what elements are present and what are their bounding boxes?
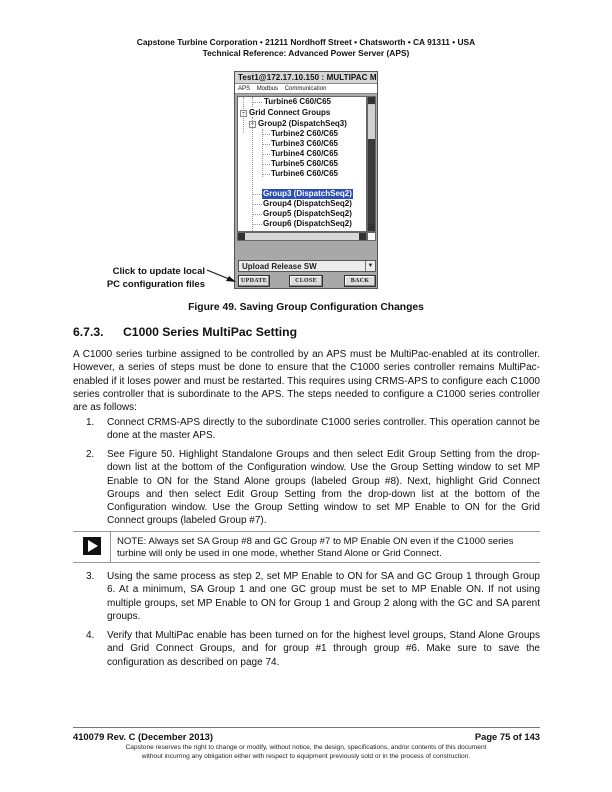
tree-item-grid-connect-groups[interactable]: − Grid Connect Groups [241,108,331,117]
callout-line1: Click to update local [112,266,205,277]
tree-connector [252,214,262,215]
menu-item-modbus[interactable]: Modbus [256,86,279,92]
scroll-right-icon[interactable] [359,233,366,240]
tree-connector [262,144,270,145]
footer-disclaimer: Capstone reserves the right to change or modify, without notice, the design, specifications, and/or contents of this document without incurring any obligation either with respect to equipment previously sold or in the process of construction. [125,744,487,760]
page-number: Page 75 of 143 [474,731,540,742]
tree-connector [262,129,263,177]
page-header [0,37,612,58]
doc-revision: 410079 Rev. C (December 2013) [73,731,214,742]
tree-item-group-selected[interactable]: Group3 (DispatchSeq2) [263,189,352,198]
note-box [73,531,540,563]
tree-connector [252,204,262,205]
tree-connector [262,164,270,165]
tree-connector [252,194,262,195]
collapse-icon[interactable]: − [250,121,255,128]
figure-caption: Figure 49. Saving Group Configuration Changes [188,302,424,313]
window-title: Test1@172.17.10.150 : MULTIPAC M [235,72,377,84]
step-number: 1. [86,417,95,428]
step-item [86,416,540,443]
tree-item-group[interactable]: Group4 (DispatchSeq2) [263,199,352,208]
menu-item-aps[interactable]: APS [238,86,251,92]
action-dropdown[interactable] [238,260,376,272]
step-item [86,629,540,669]
play-arrow-icon [83,537,101,555]
footer-divider [73,727,540,728]
tree-connector [252,102,262,103]
collapse-icon[interactable]: − [241,110,246,117]
step-text: Connect CRMS-APS directly to the subordinate C1000 series controller. This operation cannot be done at the master APS. [107,417,540,442]
scroll-up-icon[interactable] [368,97,375,104]
tree-item-group[interactable]: Group5 (DispatchSeq2) [263,209,352,218]
update-button[interactable]: UPDATE [238,275,270,287]
tree-item-turbine[interactable]: Turbine6 C60/C65 [264,97,331,106]
intro-paragraph: A C1000 series turbine assigned to be controlled by an APS must be MultiPac-enabled at its controller. However, a series of steps must be done to ensure that the C1000 series controller remains MultiPac-enabled if it loses power and must be restarted. This requires using CRMS-APS to configure each C1000 series controller that is subordinate to the APS. The steps needed to configure a C1000 series controller are as follows: [73,349,540,414]
tree-horizontal-scrollbar[interactable] [237,232,367,241]
tree-item-group[interactable]: Group6 (DispatchSeq2) [263,219,352,228]
window-menu-bar [235,84,377,94]
tree-connector [252,224,262,225]
tree-item-turbine[interactable]: Turbine3 C60/C65 [271,139,338,148]
section-title: C1000 Series MultiPac Setting [123,325,298,339]
scrollbar-corner [367,232,376,241]
note-text: NOTE: Always set SA Group #8 and GC Group #7 to MP Enable ON even if the C1000 series turbine will only be used in one mode, whether Stand Alone or Grid Connect. [117,536,514,560]
multipac-config-window [234,71,378,289]
step-item [86,570,540,623]
scroll-thumb[interactable] [368,105,375,139]
scroll-track[interactable] [368,139,375,225]
back-button[interactable]: BACK [344,275,376,287]
tree-item-group[interactable]: − Group2 (DispatchSeq3) [250,119,347,128]
tree-vertical-scrollbar[interactable] [367,96,376,232]
callout-line2: PC configuration files [106,278,205,290]
tree-connector [262,134,270,135]
figure-callout [85,266,205,291]
group-tree[interactable] [237,96,367,232]
tree-item-turbine[interactable]: Turbine5 C60/C65 [271,159,338,168]
step-item [86,448,540,528]
tree-connector [262,174,270,175]
dropdown-value: Upload Release SW [242,262,317,271]
step-number: 4. [86,630,95,641]
close-button[interactable]: CLOSE [289,275,323,287]
scroll-down-icon[interactable] [368,224,375,231]
tree-item-turbine[interactable]: Turbine6 C60/C65 [271,169,338,178]
step-text: Verify that MultiPac enable has been turned on for the highest level groups, Stand Alone Groups and Grid Connect Groups, and for group #1 through group #6. Make sure to save the configuration as described on page 74. [107,630,540,668]
step-text: See Figure 50. Highlight Standalone Groups and then select Edit Group Setting from the drop-down list at the bottom of the Configuration window. Use the Group Setting window to set MP Enable to ON for the Stand Alone groups (labeled Group #8). Next, highlight Grid Connect Groups and then select Edit Group Setting from the drop-down list at the bottom of the Configuration window. Use the Group Setting window to set MP Enable to ON for the Grid Connect groups (labeled Group #7). [107,449,540,527]
section-heading [73,325,297,339]
scroll-left-icon[interactable] [238,233,245,240]
step-text: Using the same process as step 2, set MP Enable to ON for SA and GC Group 1 through Group 6. At a minimum, SA Group 1 and one GC group must be set to MP Enable ON. If not using multiple groups, set MP Enable to ON for Group 1 and Group 2 along with the GC and SA parent groups. [107,571,540,622]
tree-item-turbine[interactable]: Turbine2 C60/C65 [271,129,338,138]
header-company-line: Capstone Turbine Corporation • 21211 Nordhoff Street • Chatsworth • CA 91311 • USA [136,37,476,47]
section-number: 6.7.3. [73,325,104,339]
tree-item-turbine[interactable]: Turbine4 C60/C65 [271,149,338,158]
step-number: 3. [86,571,95,582]
header-doc-title: Technical Reference: Advanced Power Server (APS) [202,47,410,58]
menu-item-communication[interactable]: Communication [284,86,327,92]
step-number: 2. [86,449,95,460]
tree-connector [262,154,270,155]
chevron-down-icon[interactable]: ▼ [365,261,375,271]
